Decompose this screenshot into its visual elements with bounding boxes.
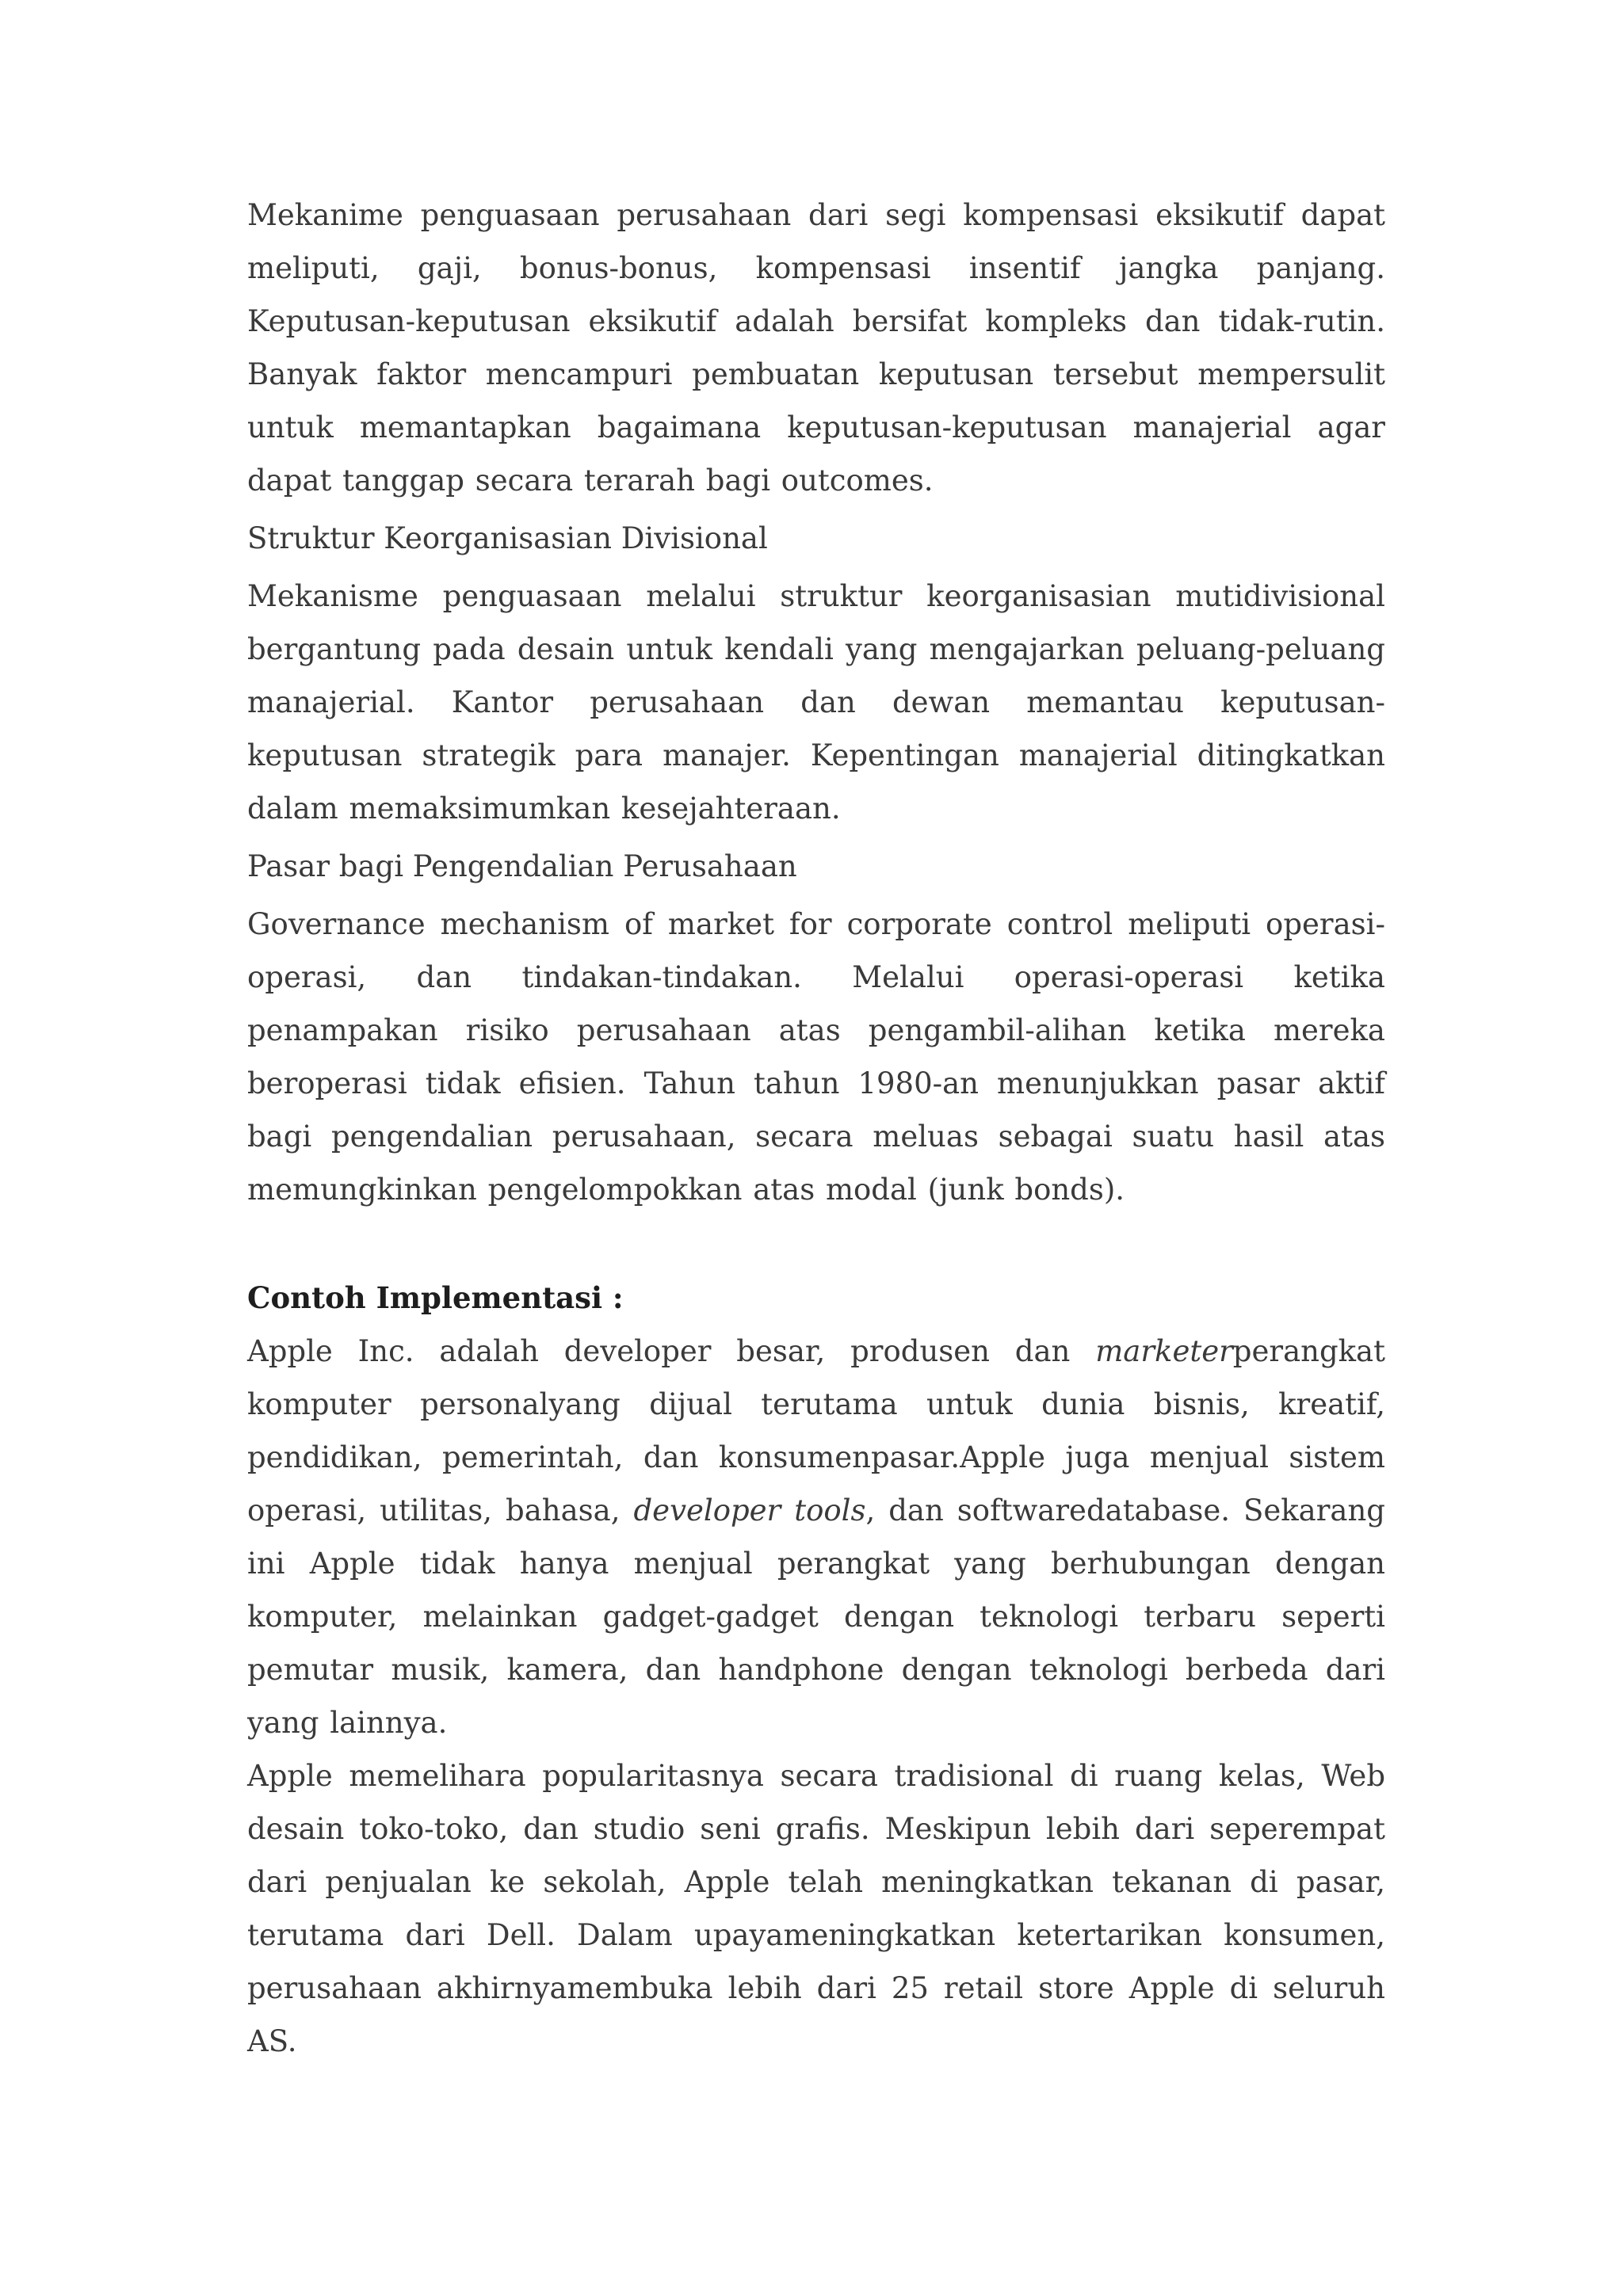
paragraph-apple-popularity: Apple memelihara popularitasnya secara tradisional di ruang kelas, Web desain toko-toko, dan studio seni grafis. Meskipun lebih dari seperempat dari penjualan ke sekolah, Apple telah meningkatkan tekanan di pasar, terutama dari Dell. Dalam upayameningkatkan ketertarikan konsumen, perusahaan akhirnyamembuka lebih dari 25 retail store Apple di seluruh AS. [247,1759,1385,2058]
paragraph-executive-compensation: Mekanime penguasaan perusahaan dari segi kompensasi eksikutif dapat meliputi, gaji, bonus-bonus, kompensasi insentif jangka panjang. Keputusan-keputusan eksikutif adalah bersifat kompleks dan tidak-rutin. Banyak faktor mencampuri pembuatan keputusan tersebut mempersulit untuk memantapkan bagaimana keputusan-keputusan manajerial agar dapat tanggap secara terarah bagi outcomes. [247,198,1385,498]
document-page [247,189,1385,2068]
apple-intro-italic-marketer: marketer [1095,1334,1233,1368]
paragraph-divisional-structure: Mekanisme penguasaan melalui struktur keorganisasian mutidivisional bergantung pada desain untuk kendali yang mengajarkan peluang-peluang manajerial. Kantor perusahaan dan dewan memantau keputusan-keputusan strategik para manajer. Kepentingan manajerial ditingkatkan dalam memaksimumkan kesejahteraan. [247,579,1385,826]
apple-intro-part-2: perangkat komputer personalyang dijual terutama untuk dunia bisnis, kreatif, pendidikan, pemerintah, dan konsumenpasar.Apple juga menjual sistem operasi, utilitas, bahasa, [247,1334,1385,1527]
heading-implementation-example: Contoh Implementasi : [247,1280,624,1315]
apple-intro-italic-developer-tools: developer tools [633,1493,866,1527]
apple-intro-part-1: Apple Inc. adalah developer besar, produsen dan [247,1334,1096,1368]
apple-intro-part-3: , dan softwaredatabase. Sekarang ini Apple tidak hanya menjual perangkat yang berhubungan dengan komputer, melainkan gadget-gadget dengan teknologi terbaru seperti pemutar musik, kamera, dan handphone dengan teknologi berbeda dari yang lainnya. [247,1493,1385,1740]
paragraph-apple-intro [247,1325,1385,1749]
heading-divisional-structure: Struktur Keorganisasian Divisional [247,521,768,555]
heading-market-for-control: Pasar bagi Pengendalian Perusahaan [247,849,797,883]
section-gap [247,1216,1385,1272]
paragraph-market-for-control: Governance mechanism of market for corporate control meliputi operasi-operasi, dan tindakan-tindakan. Melalui operasi-operasi ketika penampakan risiko perusahaan atas pengambil-alihan ketika mereka beroperasi tidak efisien. Tahun tahun 1980-an menunjukkan pasar aktif bagi pengendalian perusahaan, secara meluas sebagai suatu hasil atas memungkinkan pengelompokkan atas modal (junk bonds). [247,907,1385,1207]
